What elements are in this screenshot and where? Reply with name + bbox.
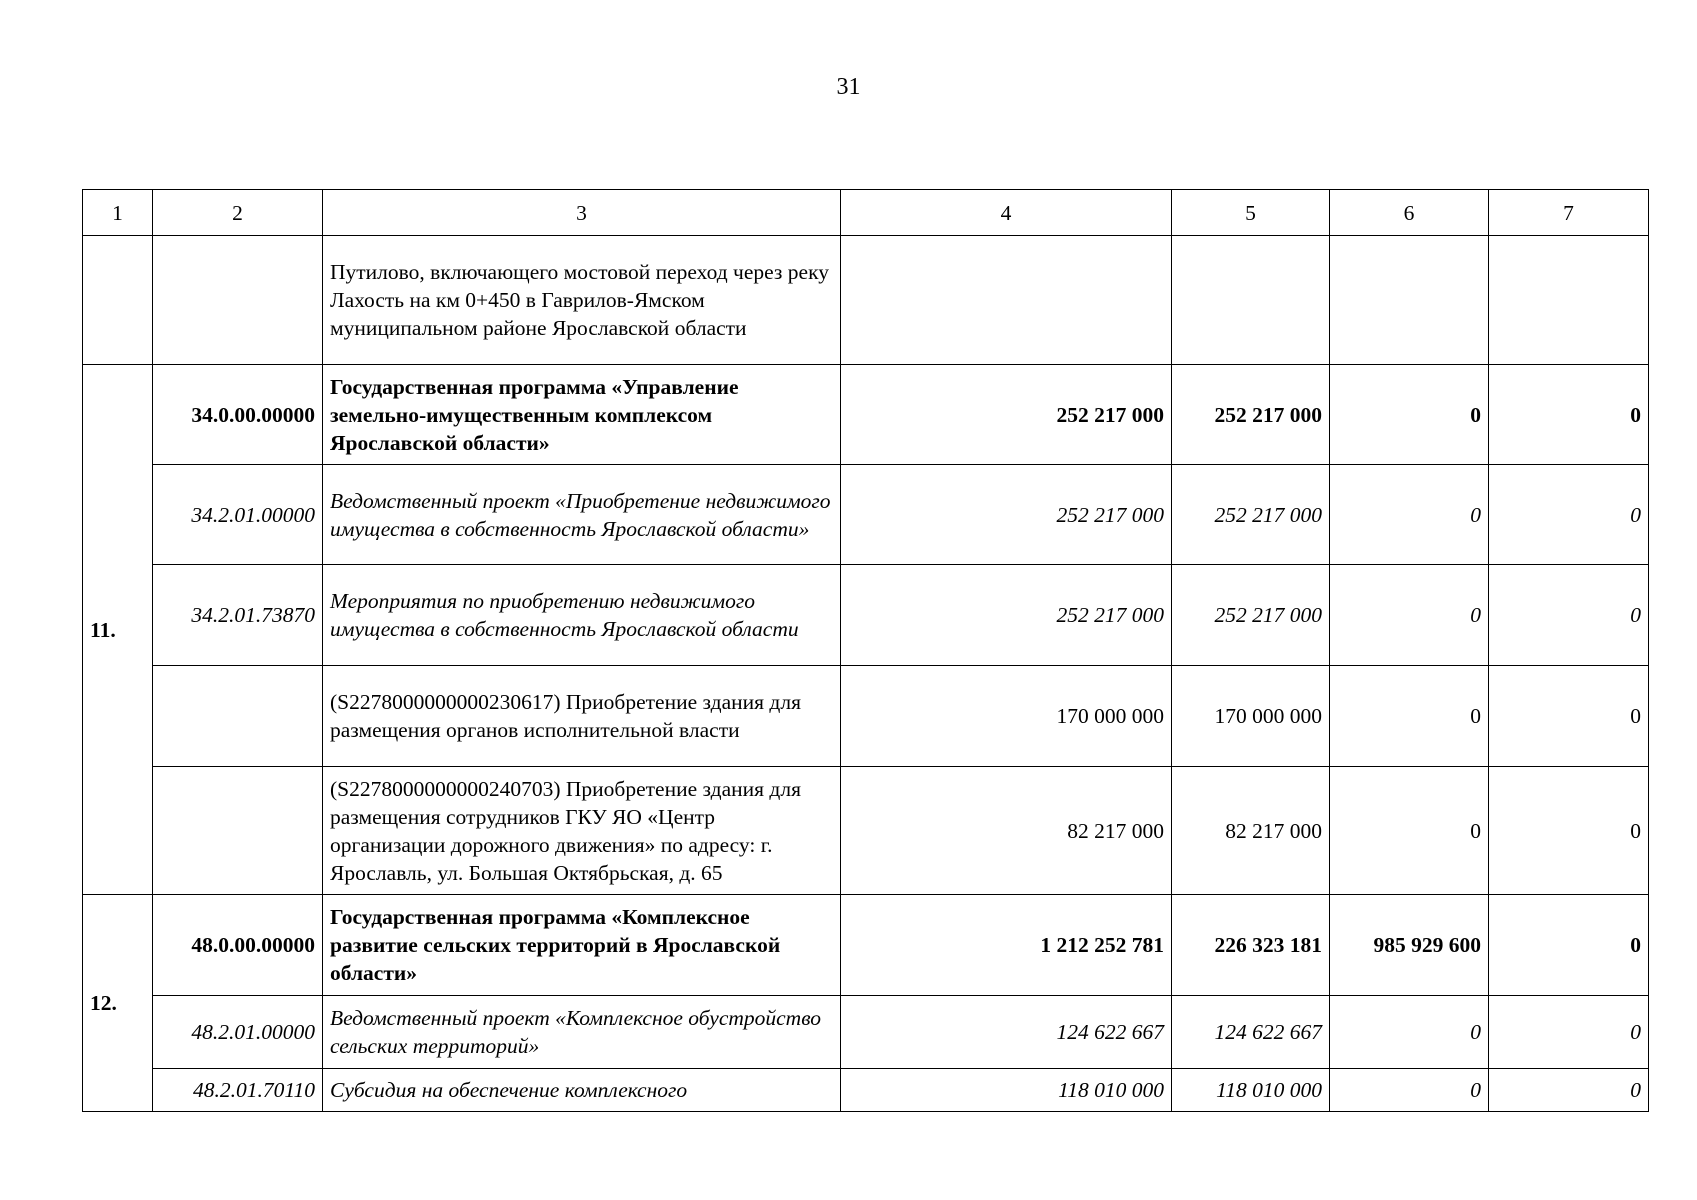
- column-header-4: 4: [841, 190, 1172, 236]
- amount-col-7: 0: [1489, 666, 1649, 767]
- table-row: [83, 236, 1649, 365]
- budget-table: [82, 189, 1649, 1112]
- item-name: Ведомственный проект «Комплексное обустройство сельских территорий»: [323, 996, 841, 1069]
- row-number: 12.: [83, 895, 153, 1112]
- budget-code: 34.0.00.00000: [153, 365, 323, 465]
- amount-col-5: 226 323 181: [1172, 895, 1330, 996]
- item-name: Субсидия на обеспечение комплексного: [323, 1069, 841, 1112]
- amount-col-5: 252 217 000: [1172, 365, 1330, 465]
- amount-col-5: 252 217 000: [1172, 565, 1330, 666]
- amount-col-5: 82 217 000: [1172, 767, 1330, 895]
- row-number: 11.: [83, 365, 153, 895]
- column-header-5: 5: [1172, 190, 1330, 236]
- amount-col-6: 0: [1330, 996, 1489, 1069]
- column-header-7: 7: [1489, 190, 1649, 236]
- item-name: Путилово, включающего мостовой переход через реку Лахость на км 0+450 в Гаврилов-Ямском муниципальном районе Ярославской области: [323, 236, 841, 365]
- item-name: Государственная программа «Управление земельно-имущественным комплексом Ярославской области»: [323, 365, 841, 465]
- budget-code: 34.2.01.73870: [153, 565, 323, 666]
- amount-col-6: 0: [1330, 1069, 1489, 1112]
- amount-col-7: 0: [1489, 465, 1649, 565]
- amount-col-7: 0: [1489, 895, 1649, 996]
- item-name: Мероприятия по приобретению недвижимого имущества в собственность Ярославской области: [323, 565, 841, 666]
- row-number: [83, 236, 153, 365]
- amount-col-7: 0: [1489, 1069, 1649, 1112]
- budget-code: [153, 767, 323, 895]
- budget-code: 48.0.00.00000: [153, 895, 323, 996]
- amount-col-5: 252 217 000: [1172, 465, 1330, 565]
- amount-col-4: 170 000 000: [841, 666, 1172, 767]
- amount-col-6: 0: [1330, 666, 1489, 767]
- item-name: Ведомственный проект «Приобретение недвижимого имущества в собственность Ярославской области»: [323, 465, 841, 565]
- amount-col-5: 124 622 667: [1172, 996, 1330, 1069]
- amount-col-6: 0: [1330, 767, 1489, 895]
- budget-code: 48.2.01.00000: [153, 996, 323, 1069]
- amount-col-4: 118 010 000: [841, 1069, 1172, 1112]
- item-name: Государственная программа «Комплексное развитие сельских территорий в Ярославской области»: [323, 895, 841, 996]
- column-header-1: 1: [83, 190, 153, 236]
- budget-code: 48.2.01.70110: [153, 1069, 323, 1112]
- amount-col-4: 1 212 252 781: [841, 895, 1172, 996]
- column-header-6: 6: [1330, 190, 1489, 236]
- amount-col-6: 0: [1330, 365, 1489, 465]
- amount-col-5: 170 000 000: [1172, 666, 1330, 767]
- amount-col-5: [1172, 236, 1330, 365]
- table-row: [83, 996, 1649, 1069]
- table-header-row: [83, 190, 1649, 236]
- budget-code: 34.2.01.00000: [153, 465, 323, 565]
- amount-col-6: 0: [1330, 465, 1489, 565]
- amount-col-4: 252 217 000: [841, 565, 1172, 666]
- amount-col-4: 252 217 000: [841, 465, 1172, 565]
- amount-col-5: 118 010 000: [1172, 1069, 1330, 1112]
- page-number: 31: [836, 74, 861, 100]
- amount-col-7: 0: [1489, 565, 1649, 666]
- amount-col-4: 252 217 000: [841, 365, 1172, 465]
- item-name: (S2278000000000240703) Приобретение здания для размещения сотрудников ГКУ ЯО «Центр организации дорожного движения» по адресу: г. Ярославль, ул. Большая Октябрьская, д. 65: [323, 767, 841, 895]
- item-name: (S2278000000000230617) Приобретение здания для размещения органов исполнительной власти: [323, 666, 841, 767]
- table-row: [83, 465, 1649, 565]
- amount-col-6: 985 929 600: [1330, 895, 1489, 996]
- amount-col-4: 82 217 000: [841, 767, 1172, 895]
- amount-col-4: 124 622 667: [841, 996, 1172, 1069]
- budget-code: [153, 666, 323, 767]
- table-row: [83, 767, 1649, 895]
- table-row: [83, 895, 1649, 996]
- table-row: [83, 565, 1649, 666]
- column-header-3: 3: [323, 190, 841, 236]
- table-row: [83, 1069, 1649, 1112]
- amount-col-7: 0: [1489, 996, 1649, 1069]
- amount-col-4: [841, 236, 1172, 365]
- amount-col-7: 0: [1489, 365, 1649, 465]
- amount-col-7: 0: [1489, 767, 1649, 895]
- table-row: [83, 666, 1649, 767]
- budget-code: [153, 236, 323, 365]
- column-header-2: 2: [153, 190, 323, 236]
- table-row: [83, 365, 1649, 465]
- amount-col-6: [1330, 236, 1489, 365]
- amount-col-7: [1489, 236, 1649, 365]
- amount-col-6: 0: [1330, 565, 1489, 666]
